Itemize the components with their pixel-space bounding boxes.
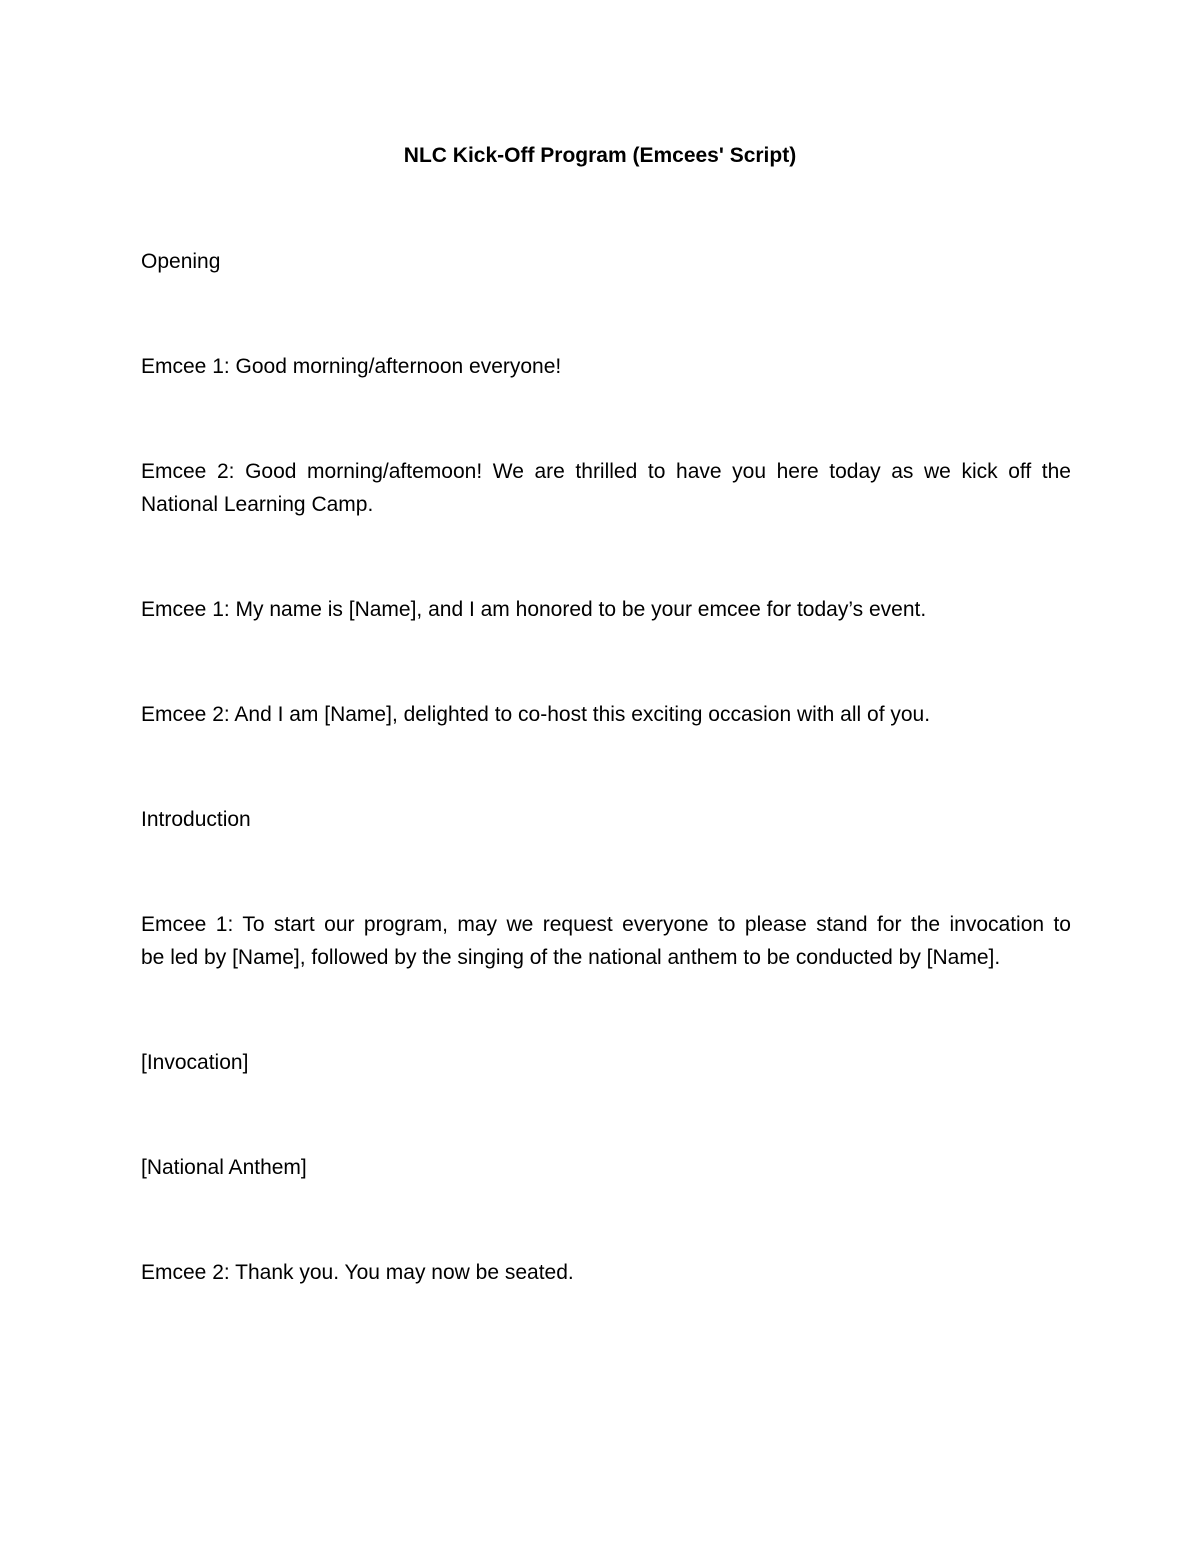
script-line-emcee2-greeting bbox=[141, 455, 1071, 521]
script-line-emcee1-invocation bbox=[141, 908, 1071, 974]
script-line-emcee1-greeting: Emcee 1: Good morning/afternoon everyone! bbox=[141, 355, 562, 378]
script-line-part: Emcee 1: To start our program, may we request everyone to please stand for the invocation to bbox=[141, 913, 1071, 936]
script-line-emcee2-name: Emcee 2: And I am [Name], delighted to co-host this exciting occasion with all of you. bbox=[141, 703, 931, 726]
section-heading-introduction: Introduction bbox=[141, 808, 251, 831]
script-line-emcee1-name: Emcee 1: My name is [Name], and I am honored to be your emcee for today’s event. bbox=[141, 598, 927, 621]
document-title: NLC Kick-Off Program (Emcees' Script) bbox=[403, 144, 797, 167]
program-item-national-anthem: [National Anthem] bbox=[141, 1156, 307, 1179]
script-line-part: Emcee 2: Good morning/aftemoon! We are thrilled to have you here today as we kick off the bbox=[141, 460, 1071, 483]
program-item-invocation: [Invocation] bbox=[141, 1051, 249, 1074]
script-line-part: National Learning Camp. bbox=[141, 493, 374, 516]
section-heading-opening: Opening bbox=[141, 250, 221, 273]
script-line-emcee2-thanks: Emcee 2: Thank you. You may now be seated. bbox=[141, 1261, 574, 1284]
script-line-part: be led by [Name], followed by the singing of the national anthem to be conducted by [Name]. bbox=[141, 946, 1001, 969]
